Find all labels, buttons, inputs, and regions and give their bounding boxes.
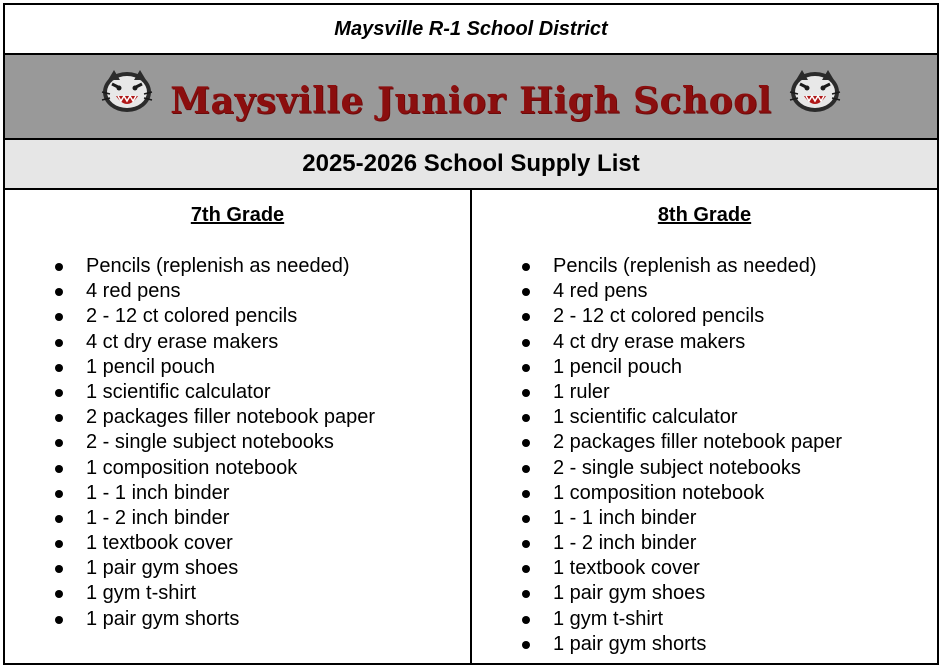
list-item [472,506,937,531]
list-title-row [5,140,937,190]
list-item [5,531,470,556]
list-item-text: Pencils (replenish as needed) [86,255,350,277]
bullet-icon [55,414,63,422]
list-item-text: 2 - single subject notebooks [86,431,334,454]
bullet-icon [522,288,530,296]
tiger-mascot-icon [786,66,844,116]
bullet-icon [522,414,530,422]
list-item-text: 1 composition notebook [86,456,298,479]
bullet-icon [55,515,63,523]
list-item [472,304,937,329]
bullet-icon [522,590,530,598]
list-item-text: 1 textbook cover [86,532,233,555]
bullet-icon [522,439,530,447]
list-item [472,380,937,405]
list-item-text: 1 - 1 inch binder [86,481,230,504]
bullet-icon [55,565,63,573]
bullet-icon [522,465,530,473]
bullet-icon [522,339,530,347]
bullet-icon [55,339,63,347]
bullet-icon [522,565,530,573]
bullet-icon [55,263,63,271]
bullet-icon [55,540,63,548]
list-item-text: 1 pair gym shoes [553,582,706,605]
grade-columns [5,190,937,663]
bullet-icon [522,540,530,548]
list-item-text: 4 red pens [553,280,648,303]
list-item [5,330,470,355]
list-item [5,355,470,380]
bullet-icon [55,465,63,473]
list-item [472,581,937,606]
district-title: Maysville R-1 School District [334,17,608,40]
list-item-text: 1 - 2 inch binder [86,506,230,529]
supply-list [5,254,470,632]
list-item-text: 1 scientific calculator [553,406,738,429]
list-item-text: 2 - 12 ct colored pencils [86,305,298,328]
school-name: Maysville Junior High School [170,79,772,122]
list-item-text: 1 textbook cover [553,557,700,580]
list-item-text: Pencils (replenish as needed) [553,255,817,277]
list-item-text: 1 pencil pouch [553,355,682,378]
list-title: 2025-2026 School Supply List [302,150,640,177]
list-item [5,254,470,279]
list-item [5,304,470,329]
supply-list-table [3,3,939,665]
list-item-text: 1 pencil pouch [86,355,215,378]
list-item-text: 1 gym t-shirt [553,607,664,630]
bullet-icon [55,288,63,296]
list-item-text: 1 pair gym shoes [86,557,239,580]
list-item [5,556,470,581]
bullet-icon [522,490,530,498]
bullet-icon [522,263,530,271]
bullet-icon [522,389,530,397]
list-item-text: 1 scientific calculator [86,380,271,403]
list-item-text: 1 gym t-shirt [86,582,197,605]
list-item-text: 4 ct dry erase makers [553,330,746,353]
list-item-text: 1 - 2 inch binder [553,532,697,555]
bullet-icon [55,313,63,321]
bullet-icon [55,490,63,498]
bullet-icon [55,389,63,397]
list-item-text: 2 packages filler notebook paper [86,406,376,429]
list-item [472,531,937,556]
list-item-text: 4 ct dry erase makers [86,330,279,353]
list-item [5,279,470,304]
bullet-icon [522,641,530,649]
school-banner [5,55,937,140]
list-item [5,430,470,455]
list-item [472,456,937,481]
list-item [472,355,937,380]
grade-column-7 [5,190,470,663]
list-item-text: 1 pair gym shorts [86,607,240,630]
list-item [472,254,937,279]
list-item [5,506,470,531]
list-item [472,556,937,581]
bullet-icon [55,616,63,624]
list-item [472,481,937,506]
list-item [5,456,470,481]
grade-column-8 [472,190,937,663]
bullet-icon [522,364,530,372]
bullet-icon [55,364,63,372]
bullet-icon [55,439,63,447]
list-item [472,632,937,657]
tiger-mascot-icon [98,66,156,116]
list-item-text: 1 - 1 inch binder [553,506,697,529]
list-item-text: 2 packages filler notebook paper [553,431,843,454]
list-item-text: 2 - single subject notebooks [553,456,801,479]
list-item [5,380,470,405]
grade-heading: 7th Grade [190,204,285,226]
list-item [5,581,470,606]
list-item [472,607,937,632]
list-item-text: 1 composition notebook [553,481,765,504]
list-item [472,405,937,430]
list-item-text: 1 pair gym shorts [553,632,707,655]
grade-heading: 8th Grade [657,204,752,226]
list-item [5,607,470,632]
bullet-icon [522,313,530,321]
list-item [472,430,937,455]
bullet-icon [55,590,63,598]
supply-list [472,254,937,657]
list-item [5,481,470,506]
list-item [5,405,470,430]
list-item-text: 2 - 12 ct colored pencils [553,305,765,328]
list-item [472,330,937,355]
bullet-icon [522,515,530,523]
bullet-icon [522,616,530,624]
list-item-text: 1 ruler [553,380,610,403]
district-header-row [5,5,937,55]
list-item-text: 4 red pens [86,280,181,303]
list-item [472,279,937,304]
